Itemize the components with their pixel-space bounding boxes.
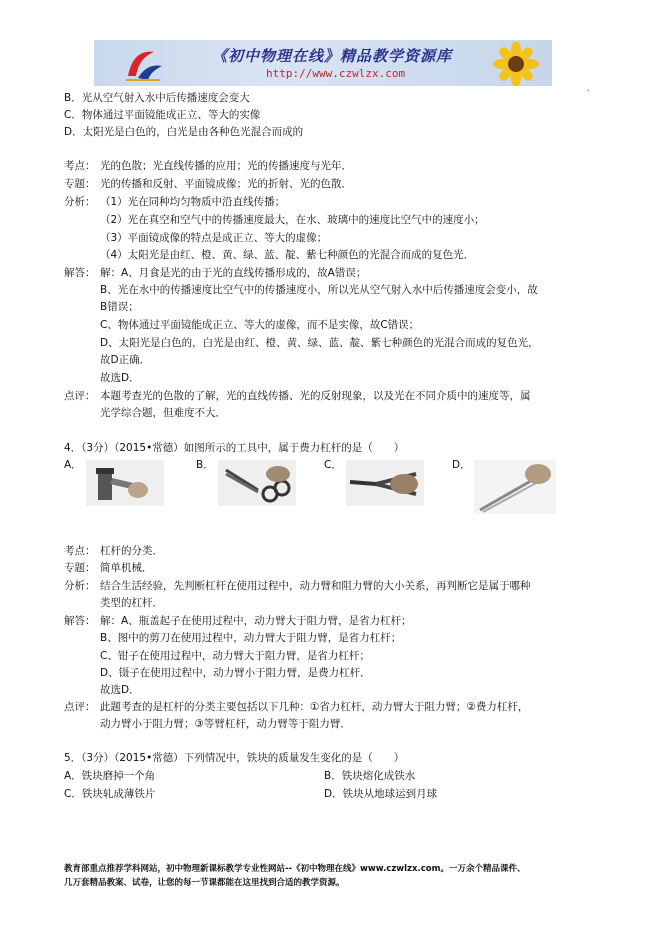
q4-zhuanti: 简单机械． (100, 562, 153, 574)
q4-dianping-line: 此题考查的是杠杆的分类主要包括以下几种：①省力杠杆，动力臂大于阻力臂；②费力杠杆， (100, 701, 529, 713)
banner-url[interactable]: http://www.czwlzx.com (266, 67, 406, 80)
q3-fenxi-line: （3）平面镜成像的特点是成正立、等大的虚像； (100, 232, 328, 244)
q4-option-b-label: B． (196, 459, 214, 471)
q3-dianping-label: 点评： (64, 390, 96, 402)
q3-jieda-line: 故选D． (100, 372, 140, 384)
q4-fenxi-label: 分析： (64, 580, 96, 592)
page-footer (64, 862, 604, 890)
q4-jieda-line: C、钳子在使用过程中，动力臂大于阻力臂，是省力杠杆； (100, 650, 370, 662)
q3-dianping-line: 光学综合题，但难度不大． (100, 407, 226, 419)
q3-jieda-line: B错误； (100, 301, 139, 313)
q4-option-c-label: C． (324, 459, 342, 471)
q3-fenxi-line: （1）光在同种均匀物质中沿直线传播； (100, 196, 286, 208)
q4-stem: 4．（3分）（2015•常德）如图所示的工具中，属于费力杠杆的是（ ） (64, 442, 405, 454)
tweezers-icon (474, 460, 556, 514)
q3-jieda-line: C、物体通过平面镜能成正立、等大的虚像，而不是实像，故C错误； (100, 319, 420, 331)
q4-option-d-label: D． (452, 459, 471, 471)
q3-jieda-line: D、太阳光是白色的，白光是由红、橙、黄、绿、蓝、靛、紫七种颜色的光混合而成的复色光， (100, 337, 539, 349)
q4-kaodian: 杠杆的分类． (100, 545, 163, 557)
q3-dianping-line: 本题考查光的色散的了解，光的直线传播、光的反射现象，以及光在不同介质中的速度等，属 (100, 390, 531, 402)
footer-line: 几万套精品教案、试卷，让您的每一节课都能在这里找到合适的教学资源。 (64, 878, 345, 888)
scissors-icon (218, 460, 296, 506)
q4-fenxi-line: 类型的杠杆． (100, 597, 163, 609)
q5-stem: 5．（3分）（2015•常德）下列情况中，铁块的质量发生变化的是（ ） (64, 752, 405, 764)
q3-option-b: B．光从空气射入水中后传播速度会变大 (64, 92, 250, 104)
q5-option-c: C．铁块轧成薄铁片 (64, 788, 156, 800)
q5-option-a: A．铁块磨掉一个角 (64, 770, 156, 782)
q4-fenxi-line: 结合生活经验，先判断杠杆在使用过程中，动力臂和阻力臂的大小关系，再判断它是属于哪种 (100, 580, 531, 592)
q3-fenxi-label: 分析： (64, 196, 96, 208)
q3-jieda-label: 解答： (64, 267, 96, 279)
q4-jieda-label: 解答： (64, 615, 96, 627)
q3-zhuanti-label: 专题： (64, 178, 96, 190)
q3-option-d: D．太阳光是白色的，白光是由各种色光混合而成的 (64, 126, 304, 138)
q4-zhuanti-label: 专题： (64, 562, 96, 574)
footer-line: 教育部重点推荐学科网站，初中物理新课标教学专业性网站--《初中物理在线》www.czwlzx.com。一万余个精品课件、 (64, 864, 526, 874)
q3-jieda-line: 故D正确． (100, 354, 151, 366)
bottle-opener-icon (86, 460, 164, 506)
q3-zhuanti: 光的传播和反射、平面镜成像；光的折射、光的色散． (100, 178, 352, 190)
q4-kaodian-label: 考点： (64, 545, 96, 557)
q5-option-d: D．铁块从地球运到月球 (324, 788, 438, 800)
site-logo-icon (124, 46, 164, 82)
q3-fenxi-line: （2）光在真空和空气中的传播速度最大，在水、玻璃中的速度比空气中的速度小； (100, 214, 485, 226)
q3-option-c: C．物体通过平面镜能成正立、等大的实像 (64, 109, 261, 121)
q4-dianping-line: 动力臂小于阻力臂；③等臂杠杆，动力臂等于阻力臂． (100, 718, 351, 730)
q3-fenxi-line: （4）太阳光是由红、橙、黄、绿、蓝、靛、紫七种颜色的光混合而成的复色光． (100, 249, 475, 261)
q3-kaodian: 光的色散；光直线传播的应用；光的传播速度与光年． (100, 160, 352, 172)
sunflower-icon (486, 42, 546, 86)
header-banner (94, 40, 552, 86)
q4-jieda-line: 故选D． (100, 684, 140, 696)
q4-option-a-label: A． (64, 459, 82, 471)
q4-dianping-label: 点评： (64, 701, 96, 713)
q4-jieda-line: D、镊子在使用过程中，动力臂小于阻力臂，是费力杠杆． (100, 667, 371, 679)
q3-jieda-line: 解：A、月食是光的由于光的直线传播形成的，故A错误； (100, 267, 367, 279)
q3-jieda-line: B、光在水中的传播速度比空气中的传播速度小，所以光从空气射入水中后传播速度会变小，故 (100, 284, 538, 296)
pliers-icon (346, 460, 424, 506)
banner-title: 《初中物理在线》精品教学资源库 (212, 47, 453, 65)
q4-jieda-line: 解：A、瓶盖起子在使用过程中，动力臂大于阻力臂，是省力杠杆； (100, 615, 412, 627)
header-mark: . (587, 84, 590, 93)
q5-option-b: B．铁块熔化成铁水 (324, 770, 416, 782)
q3-kaodian-label: 考点： (64, 160, 96, 172)
q4-jieda-line: B、图中的剪刀在使用过程中，动力臂大于阻力臂，是省力杠杆； (100, 632, 402, 644)
